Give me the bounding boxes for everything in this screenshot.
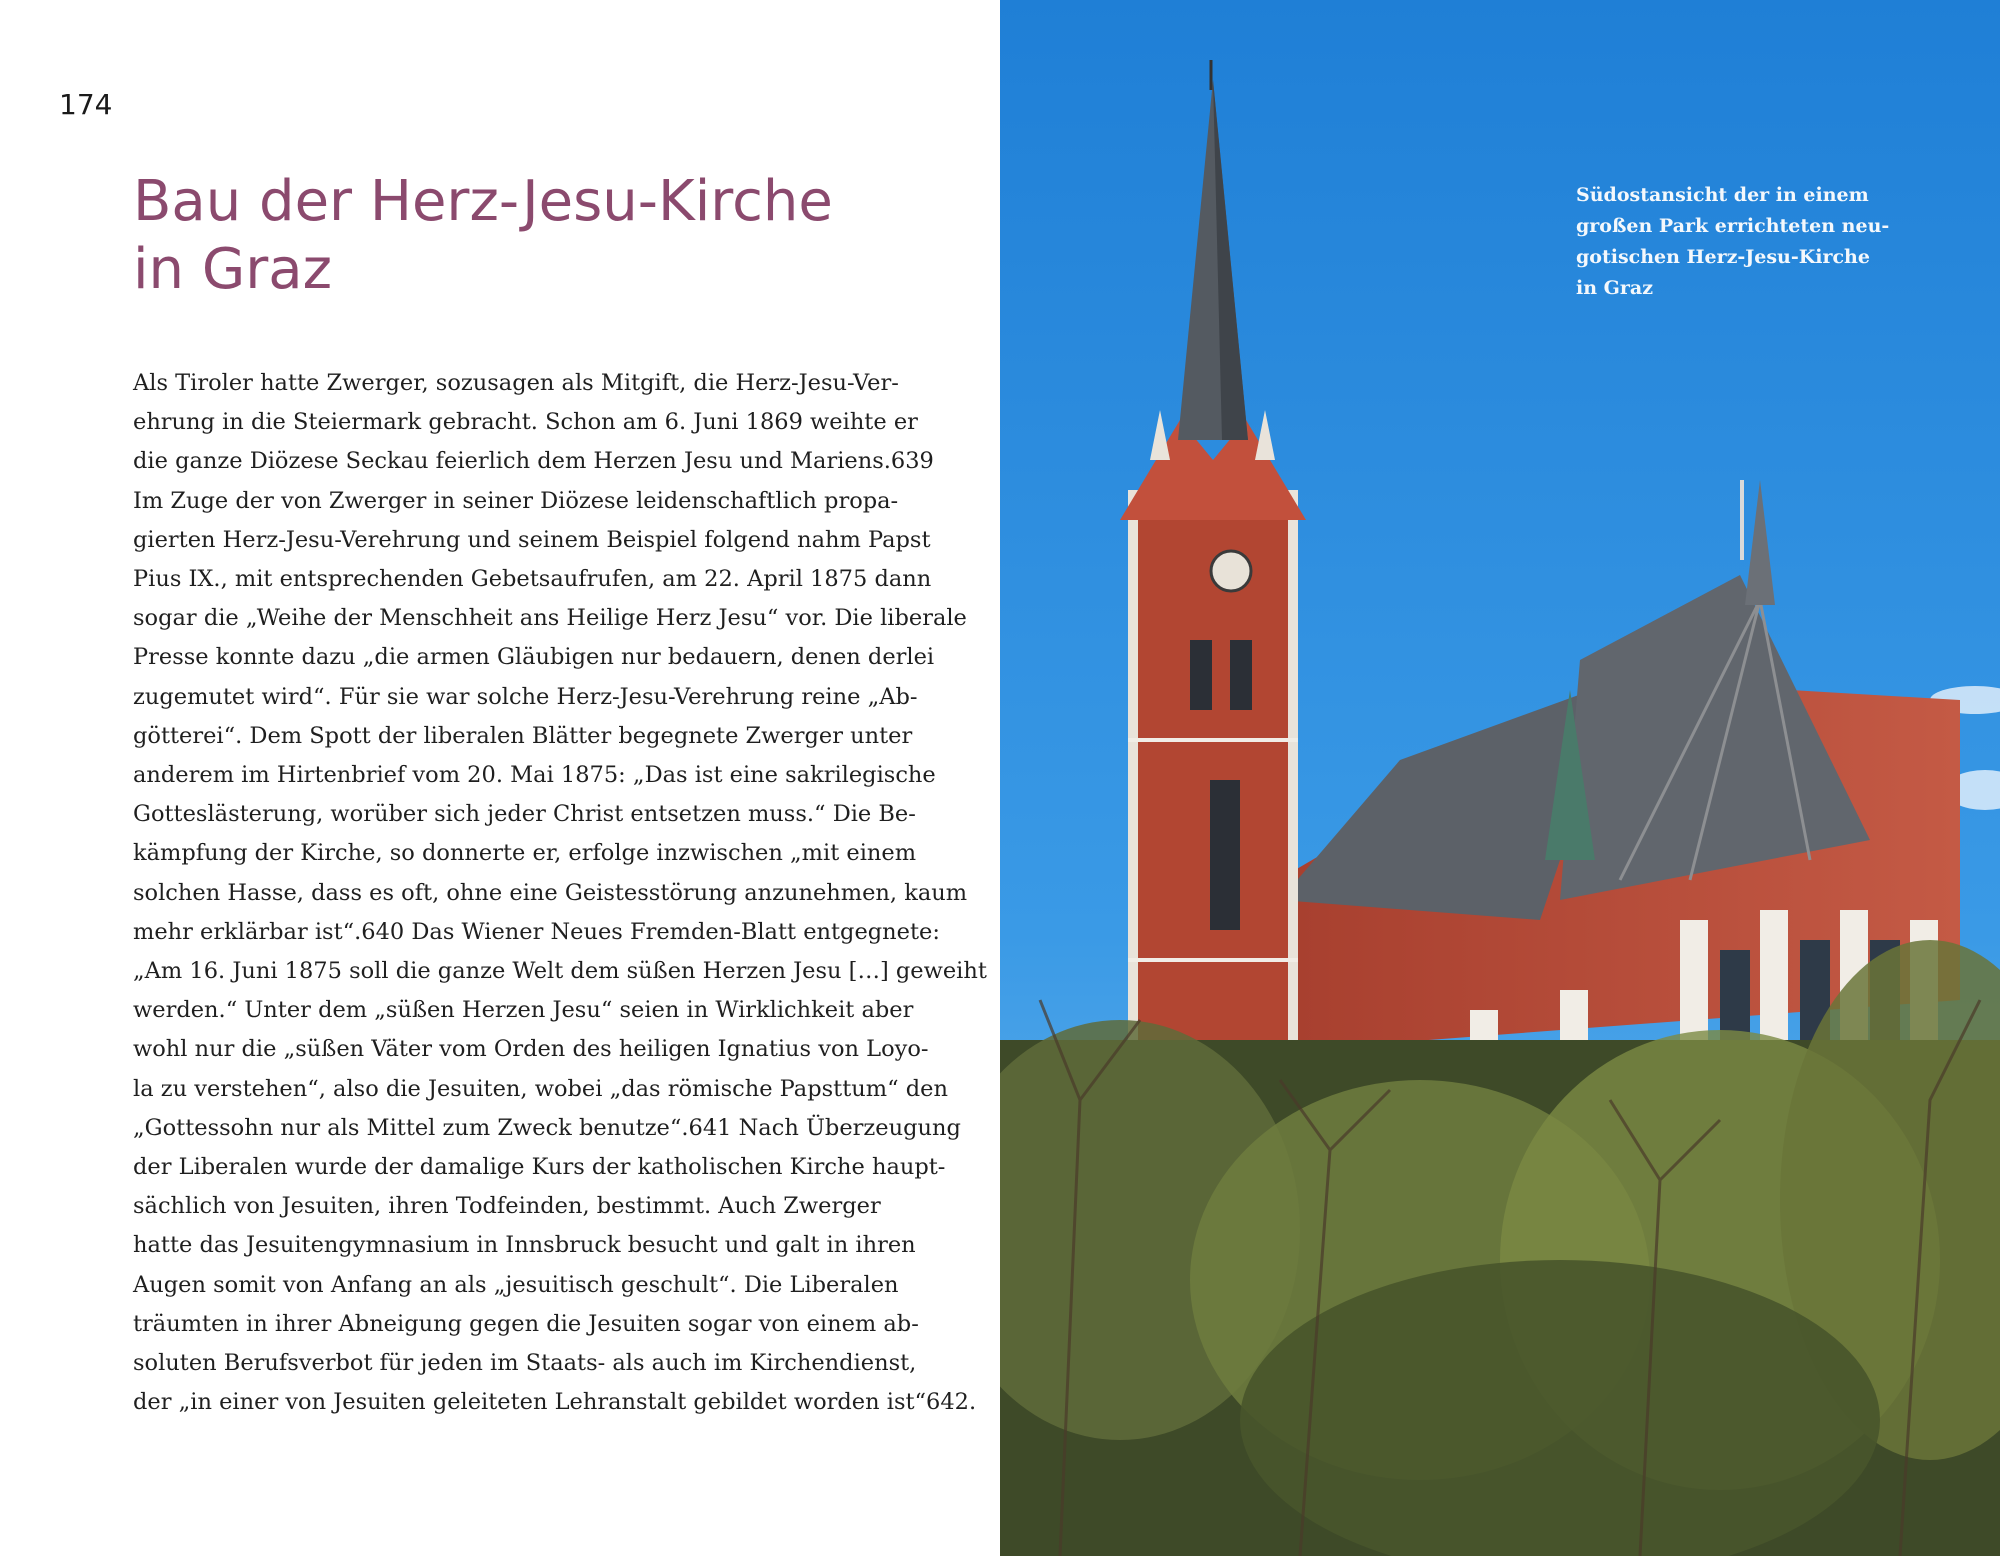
body-line: Gotteslästerung, worüber sich jeder Christ entsetzen muss.“ Die Be- bbox=[133, 801, 916, 828]
chapter-title-line: Bau der Herz-Jesu-Kirche bbox=[133, 169, 833, 234]
body-line: träumten in ihrer Abneigung gegen die Jesuiten sogar von einem ab- bbox=[133, 1310, 919, 1337]
body-line: hatte das Jesuitengymnasium in Innsbruck besucht und galt in ihren bbox=[133, 1232, 916, 1259]
body-line: la zu verstehen“, also die Jesuiten, wobei „das römische Papsttum“ den bbox=[133, 1075, 948, 1102]
body-line: Augen somit von Anfang an als „jesuitisch geschult“. Die Liberalen bbox=[133, 1271, 899, 1298]
body-line: ehrung in die Steiermark gebracht. Schon am 6. Juni 1869 weihte er bbox=[133, 409, 918, 436]
chapter-title-line: in Graz bbox=[133, 237, 332, 302]
caption-line: gotischen Herz-Jesu-Kirche bbox=[1576, 246, 1870, 268]
body-line: sogar die „Weihe der Menschheit ans Heilige Herz Jesu“ vor. Die liberale bbox=[133, 605, 967, 632]
chapter-title bbox=[133, 168, 973, 304]
body-line: anderem im Hirtenbrief vom 20. Mai 1875: „Das ist eine sakrilegische bbox=[133, 762, 936, 789]
body-line: mehr erklärbar ist“.640 Das Wiener Neues Fremden-Blatt entgegnete: bbox=[133, 918, 940, 945]
body-line: Pius IX., mit entsprechenden Gebetsaufrufen, am 22. April 1875 dann bbox=[133, 566, 932, 593]
body-line: soluten Berufsverbot für jeden im Staats- als auch im Kirchendienst, bbox=[133, 1350, 917, 1377]
page-number: 174 bbox=[59, 88, 113, 121]
caption-line: in Graz bbox=[1576, 277, 1653, 299]
body-line: Im Zuge der von Zwerger in seiner Diözese leidenschaftlich propa- bbox=[133, 487, 899, 514]
body-line: die ganze Diözese Seckau feierlich dem Herzen Jesu und Mariens.639 bbox=[133, 448, 934, 475]
body-line: der Liberalen wurde der damalige Kurs der katholischen Kirche haupt- bbox=[133, 1154, 946, 1181]
body-line: Presse konnte dazu „die armen Gläubigen nur bedauern, denen derlei bbox=[133, 644, 935, 671]
body-text bbox=[133, 364, 987, 1422]
body-line: Als Tiroler hatte Zwerger, sozusagen als Mitgift, die Herz-Jesu-Ver- bbox=[133, 370, 899, 396]
body-line: kämpfung der Kirche, so donnerte er, erfolge inzwischen „mit einem bbox=[133, 840, 917, 867]
body-line: sächlich von Jesuiten, ihren Todfeinden, bestimmt. Auch Zwerger bbox=[133, 1193, 881, 1220]
caption-line: großen Park errichteten neu- bbox=[1576, 215, 1890, 237]
body-line: der „in einer von Jesuiten geleiteten Lehranstalt gebildet worden ist“642. bbox=[133, 1389, 977, 1416]
right-page bbox=[1000, 0, 2000, 1556]
body-line: „Am 16. Juni 1875 soll die ganze Welt dem süßen Herzen Jesu […] geweiht bbox=[133, 958, 987, 985]
body-line: götterei“. Dem Spott der liberalen Blätter begegnete Zwerger unter bbox=[133, 722, 913, 749]
body-line: werden.“ Unter dem „süßen Herzen Jesu“ seien in Wirklichkeit aber bbox=[133, 997, 914, 1024]
body-line: solchen Hasse, dass es oft, ohne eine Geistesstörung anzunehmen, kaum bbox=[133, 879, 968, 906]
photo-caption bbox=[1576, 180, 1896, 304]
caption-line: Südostansicht der in einem bbox=[1576, 184, 1869, 206]
body-line: wohl nur die „süßen Väter vom Orden des heiligen Ignatius von Loyo- bbox=[133, 1036, 929, 1063]
body-line: zugemutet wird“. Für sie war solche Herz-Jesu-Verehrung reine „Ab- bbox=[133, 683, 918, 710]
body-line: „Gottessohn nur als Mittel zum Zweck benutze“.641 Nach Überzeugung bbox=[133, 1114, 961, 1141]
body-line: gierten Herz-Jesu-Verehrung und seinem Beispiel folgend nahm Papst bbox=[133, 526, 931, 553]
